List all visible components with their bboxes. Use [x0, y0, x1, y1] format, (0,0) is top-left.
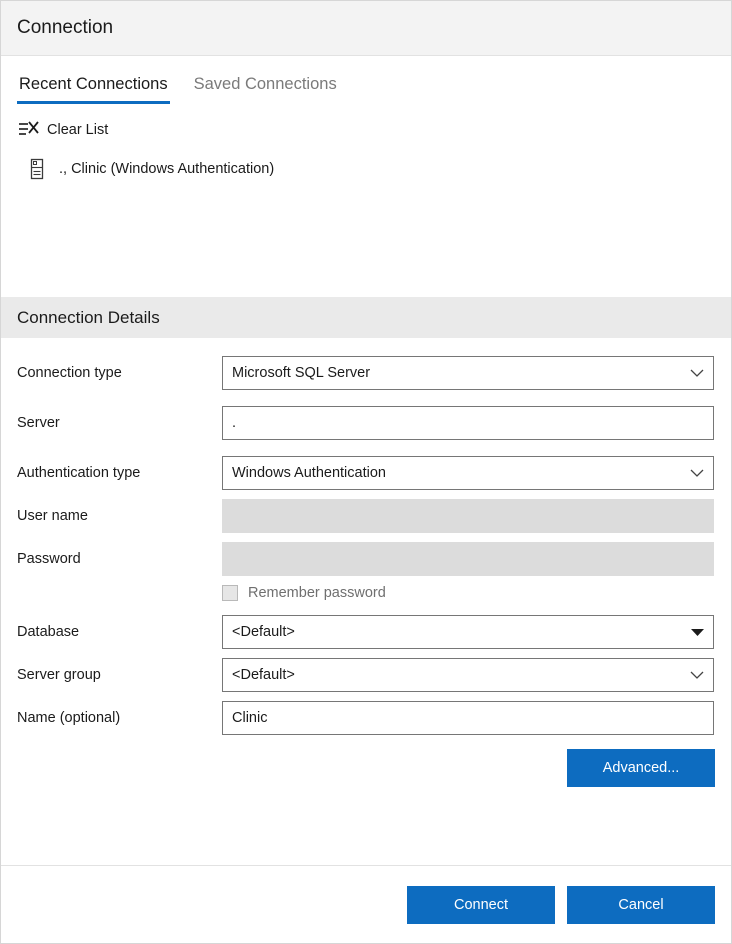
database-label: Database	[17, 624, 80, 640]
dialog-title-bar	[1, 1, 731, 56]
connection-type-control	[222, 356, 714, 390]
server-group-value: <Default>	[232, 667, 295, 683]
cancel-button[interactable]: Cancel	[567, 886, 715, 924]
field-authentication-type	[17, 456, 715, 490]
database-control	[222, 615, 714, 649]
connection-details-form	[1, 338, 731, 865]
advanced-button[interactable]: Advanced...	[567, 749, 715, 787]
name-optional-control	[222, 701, 714, 735]
name-optional-input[interactable]	[222, 701, 714, 735]
password-label: Password	[17, 551, 81, 567]
clear-list-label: Clear List	[47, 122, 109, 138]
remember-password-row[interactable]	[222, 585, 715, 601]
list-item-label: ., Clinic (Windows Authentication)	[59, 161, 275, 177]
clear-list-icon	[17, 120, 47, 140]
field-database	[17, 615, 715, 649]
recent-connections-panel	[1, 104, 731, 297]
field-server	[17, 406, 715, 440]
password-input	[222, 542, 714, 576]
server-group-label: Server group	[17, 667, 101, 683]
field-server-group	[17, 658, 715, 692]
connection-details-header	[1, 297, 731, 338]
server-group-select[interactable]	[222, 658, 714, 692]
clear-list-button[interactable]	[17, 114, 715, 146]
tab-recent-connections-label: Recent Connections	[19, 75, 168, 93]
server-control	[222, 406, 714, 440]
password-control	[222, 542, 714, 576]
connection-type-label: Connection type	[17, 365, 122, 381]
connect-button[interactable]: Connect	[407, 886, 555, 924]
tab-saved-connections[interactable]	[192, 75, 339, 104]
remember-password-checkbox[interactable]	[222, 585, 238, 601]
field-name-optional	[17, 701, 715, 735]
tab-saved-connections-label: Saved Connections	[193, 75, 337, 93]
server-input[interactable]	[222, 406, 714, 440]
list-item[interactable]	[17, 153, 715, 185]
authentication-type-select[interactable]	[222, 456, 714, 490]
database-icon	[29, 158, 59, 180]
connection-type-select[interactable]	[222, 356, 714, 390]
user-name-label: User name	[17, 508, 88, 524]
advanced-button-row	[17, 749, 715, 787]
connection-details-header-label: Connection Details	[17, 307, 160, 327]
field-user-name	[17, 499, 715, 533]
connection-type-value: Microsoft SQL Server	[232, 365, 371, 381]
field-connection-type	[17, 356, 715, 390]
authentication-type-value: Windows Authentication	[232, 465, 386, 481]
user-name-control	[222, 499, 714, 533]
database-select[interactable]	[222, 615, 714, 649]
authentication-type-label: Authentication type	[17, 465, 141, 481]
server-label: Server	[17, 415, 60, 431]
page-title: Connection	[17, 17, 114, 38]
name-optional-label: Name (optional)	[17, 710, 121, 726]
remember-password-label: Remember password	[248, 585, 386, 601]
database-value: <Default>	[232, 624, 295, 640]
authentication-type-control	[222, 456, 714, 490]
user-name-input	[222, 499, 714, 533]
server-group-control	[222, 658, 714, 692]
tab-recent-connections[interactable]	[17, 75, 170, 104]
dialog-footer	[1, 865, 731, 943]
tab-strip	[1, 56, 731, 104]
field-password	[17, 542, 715, 576]
